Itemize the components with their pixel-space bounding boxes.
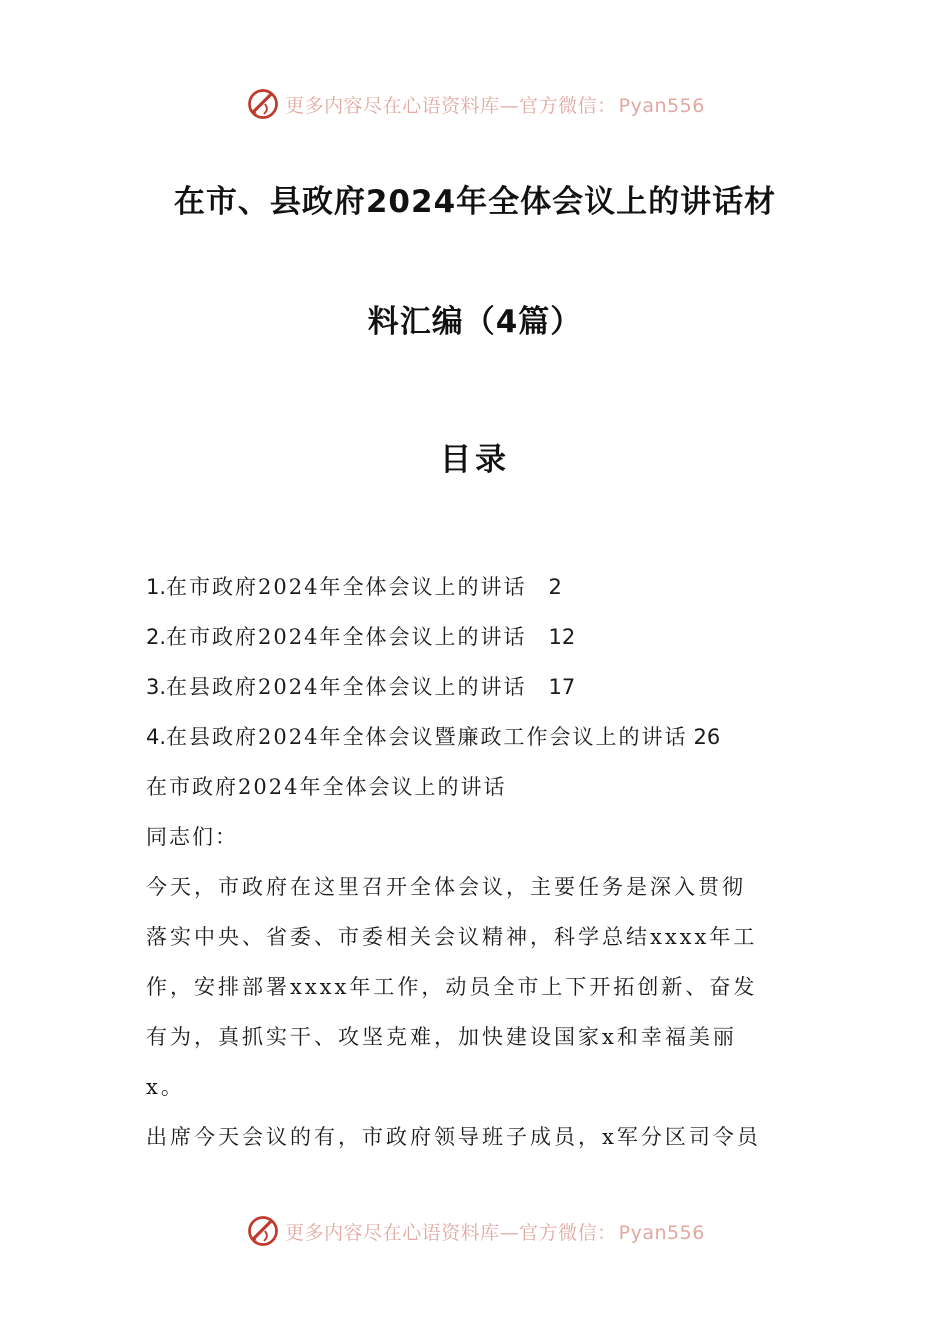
toc-item-1[interactable]: 1.在市政府2024年全体会议上的讲话 2 [146,575,562,599]
toc-item-page: 26 [693,725,721,749]
toc-item-text: 在县政府2024年全体会议上的讲话 [166,675,527,699]
paragraph-line: 落实中央、省委、市委相关会议精神，科学总结xxxx年工 [146,925,758,949]
toc-item-3[interactable]: 3.在县政府2024年全体会议上的讲话 17 [146,675,576,699]
watermark-id: Pyan556 [618,1221,705,1244]
watermark-text: 更多内容尽在心语资料库—官方微信： Pyan556 [285,1221,705,1244]
toc-item-4[interactable]: 4.在县政府2024年全体会议暨廉政工作会议上的讲话 26 [146,725,721,749]
watermark-text: 更多内容尽在心语资料库—官方微信： Pyan556 [285,94,705,117]
toc-item-page: 2 [548,575,562,599]
article-salutation: 同志们： [146,825,238,849]
watermark-header [0,84,950,124]
article-heading: 在市政府2024年全体会议上的讲话 [146,775,507,799]
document-title-line1: 在市、县政府2024年全体会议上的讲话材 [173,184,777,220]
toc-item-text: 在市政府2024年全体会议上的讲话 [166,575,527,599]
pen-logo-icon [245,86,281,122]
paragraph-line: 有为，真抓实干、攻坚克难，加快建设国家x和幸福美丽 [146,1025,737,1049]
article-paragraph-2 [146,1112,808,1162]
paragraph-line: 出席今天会议的有，市政府领导班子成员，x军分区司令员 [146,1125,761,1149]
paragraph-line: 作，安排部署xxxx年工作，动员全市上下开拓创新、奋发 [146,975,758,999]
paragraph-line: x。 [146,1075,185,1099]
toc-item-text: 在县政府2024年全体会议暨廉政工作会议上的讲话 [166,725,688,749]
watermark-footer [0,1211,950,1251]
toc-item-2[interactable]: 2.在市政府2024年全体会议上的讲话 12 [146,625,576,649]
document-title-line2: 料汇编（4篇） [367,304,583,340]
toc-item-text: 在市政府2024年全体会议上的讲话 [166,625,527,649]
pen-logo-icon [245,1213,281,1249]
document-body [146,562,808,1162]
article-paragraph-1 [146,862,808,1112]
toc-heading: 目录 [440,442,510,478]
toc-item-page: 12 [548,625,576,649]
toc-item-page: 17 [548,675,576,699]
paragraph-line: 今天，市政府在这里召开全体会议，主要任务是深入贯彻 [146,875,746,899]
watermark-id: Pyan556 [618,94,705,117]
